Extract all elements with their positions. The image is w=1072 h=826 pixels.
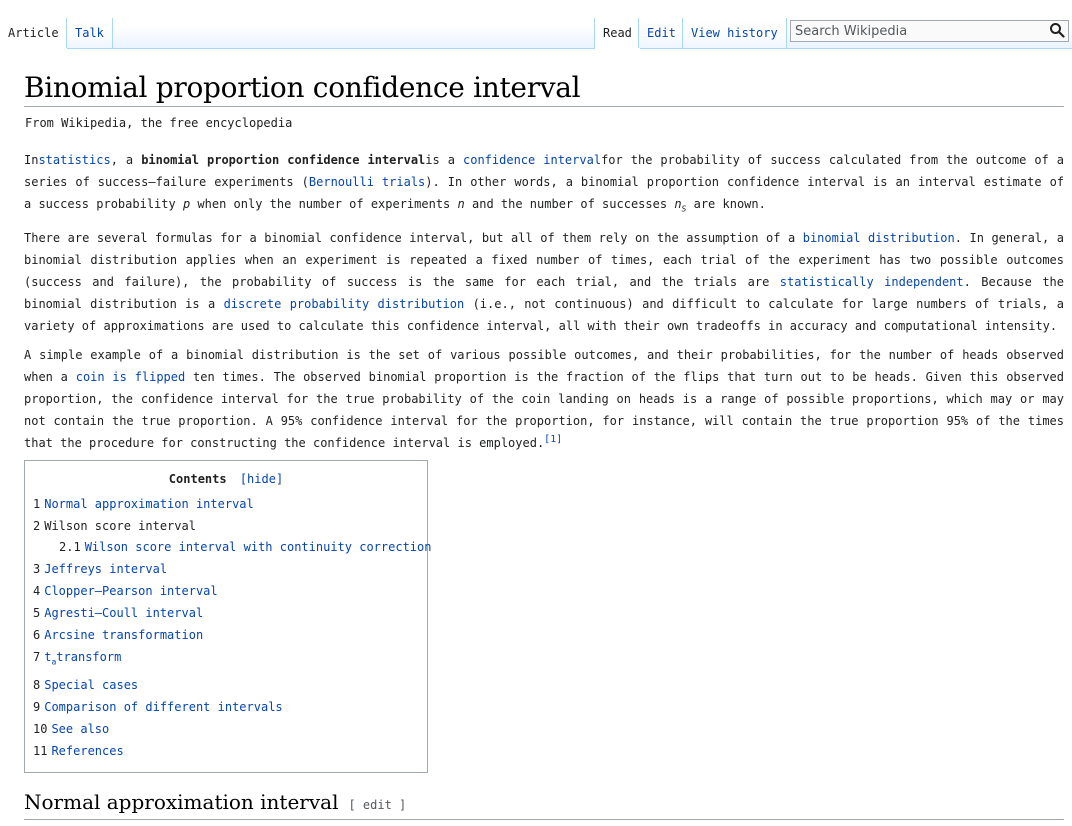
tab-article-label[interactable]: Article — [8, 26, 59, 40]
section-title: Normal approximation interval — [24, 790, 339, 814]
toc-link-subscript: a — [51, 657, 57, 667]
tab-talk[interactable] — [66, 18, 113, 48]
search-button[interactable] — [1048, 22, 1066, 40]
article-content — [24, 48, 1064, 773]
toc-link[interactable]: Wilson score interval with continuity correction — [84, 540, 432, 555]
text: are known. — [693, 197, 766, 211]
reference-1[interactable]: [1] — [544, 434, 563, 446]
toc-item[interactable] — [25, 558, 427, 580]
tab-view-history[interactable] — [682, 18, 787, 48]
toc-number: 3 — [33, 562, 41, 577]
toc-hide-toggle[interactable]: [hide] — [239, 472, 284, 487]
link-bernoulli-trials[interactable]: Bernoulli trials — [308, 175, 426, 189]
toc-item[interactable] — [25, 602, 427, 624]
text: , a — [110, 153, 134, 167]
toc-link-rest: transform — [56, 650, 122, 665]
toc-link[interactable]: Arcsine transformation — [44, 628, 204, 643]
text: when only the number of experiments — [197, 197, 451, 211]
tab-edit[interactable] — [638, 18, 684, 48]
variable-n: n — [457, 197, 465, 211]
toc-heading: Contents — [168, 472, 227, 487]
toc-subitem[interactable] — [25, 537, 432, 558]
toc-item[interactable] — [25, 740, 427, 762]
text: In — [24, 153, 39, 167]
link-coin-flipping[interactable]: coin is flipped — [75, 370, 186, 385]
toc-number: 1 — [33, 497, 41, 512]
variable-n-s — [674, 197, 687, 214]
text: and the number of successes — [472, 197, 668, 211]
toc-number: 5 — [33, 606, 41, 621]
text: . Because the binomial distribution is a — [24, 275, 1065, 312]
text: ten times. The observed binomial proportion is the fraction of the flips that turn out to be heads. Given this observed proportion, the confidence interval for the true probability of the coin landing on heads is a range of possible proportions, which may or may not contain the true proportion. A 95% confidence interval for the proportion, for instance, will contain the true proportion 95% of the times that the procedure for constructing the confidence interval is employed. — [24, 370, 1064, 451]
text: There are several formulas for a binomial confidence interval, but all of them rely on the assumption of a — [24, 231, 796, 246]
toc-link[interactable]: References — [51, 743, 124, 758]
paragraph-formulas — [24, 227, 1064, 337]
toc-link[interactable]: Normal approximation interval — [44, 497, 254, 512]
text: (i.e., not continuous) and difficult to calculate for large numbers of trials, a variety of approximations are used to calculate this confidence interval, all with their own tradeoffs in accuracy and computational intensity. — [24, 297, 1064, 334]
link-binomial-distribution[interactable]: binomial distribution — [802, 231, 955, 246]
search-box — [790, 20, 1069, 42]
variable-n-s-base: n — [674, 197, 682, 211]
top-navigation-bar — [0, 0, 1072, 49]
link-statistics[interactable]: statistics — [38, 153, 111, 167]
text: for the probability of success calculated from the outcome of a series of success–failure experiments ( — [24, 153, 1065, 189]
text: ). In other words, a binomial proportion confidence interval is an interval estimate of a success probability — [24, 175, 1065, 211]
tab-read[interactable] — [594, 18, 640, 49]
site-subtitle: From Wikipedia, the free encyclopedia — [25, 116, 293, 130]
toc-link-base: t — [44, 650, 52, 665]
toc-number: 9 — [33, 699, 41, 714]
table-of-contents — [24, 460, 432, 772]
toc-number: 2.1 — [59, 540, 81, 555]
toc-item[interactable] — [25, 696, 427, 718]
variable-p: p — [182, 197, 191, 211]
tab-edit-label[interactable]: Edit — [647, 26, 676, 40]
toc-item[interactable] — [25, 580, 427, 602]
paragraph-example — [24, 344, 1064, 454]
magnifier-icon — [1049, 22, 1065, 38]
toc-number: 10 — [33, 721, 48, 736]
toc-item[interactable] — [25, 674, 427, 696]
toc-link[interactable]: See also — [51, 721, 110, 736]
toc-number: 6 — [33, 628, 41, 643]
section-edit-link[interactable]: [ edit ] — [348, 798, 407, 812]
toc-link[interactable]: Comparison of different intervals — [44, 699, 283, 714]
tab-view-history-label[interactable]: View history — [691, 26, 778, 40]
variable-n-s-subscript: S — [681, 204, 687, 214]
link-confidence-interval[interactable]: confidence interval — [463, 153, 602, 167]
toc-number: 2 — [33, 519, 41, 534]
page-title: Binomial proportion confidence interval — [24, 48, 1064, 107]
text: . In general, a binomial distribution applies when an experiment is repeated a fixed number of times, each trial of the experiment has two possible outcomes (success and failure), the probability of success is the same for each trial, and the trials are — [24, 231, 1064, 290]
link-discrete-probability-distribution[interactable]: discrete probability distribution — [223, 297, 465, 312]
tab-talk-label[interactable]: Talk — [75, 26, 104, 40]
toc-number: 11 — [33, 743, 48, 758]
link-statistically-independent[interactable]: statistically independent — [779, 275, 964, 290]
toc-number: 4 — [33, 584, 41, 599]
toc-item[interactable] — [25, 624, 427, 646]
toc-link[interactable]: Clopper–Pearson interval — [44, 584, 218, 599]
toc-link[interactable]: Jeffreys interval — [44, 562, 168, 577]
toc-number: 8 — [33, 677, 41, 692]
search-input[interactable] — [791, 21, 1051, 41]
toc-link[interactable]: Wilson score interval — [44, 519, 196, 534]
toc-link[interactable]: Agresti–Coull interval — [44, 606, 204, 621]
toc-link[interactable]: Special cases — [44, 677, 139, 692]
toc-link[interactable] — [44, 650, 122, 667]
toc-item[interactable] — [25, 646, 427, 673]
section-heading — [24, 788, 1064, 820]
toc-title — [25, 467, 427, 491]
toc-number: 7 — [33, 650, 41, 665]
paragraph-intro — [24, 149, 1064, 220]
tab-read-label[interactable]: Read — [603, 26, 632, 40]
toc-item[interactable] — [25, 718, 427, 740]
text: is a — [425, 153, 455, 167]
text: A simple example of a binomial distribution is the set of various possible outcomes, and their probabilities, for the number of heads observed when a — [24, 348, 1064, 385]
toc-item[interactable] — [25, 493, 427, 515]
bold-term: binomial proportion confidence interval — [141, 153, 426, 167]
tab-article[interactable] — [0, 18, 67, 49]
toc-item[interactable] — [25, 515, 427, 537]
